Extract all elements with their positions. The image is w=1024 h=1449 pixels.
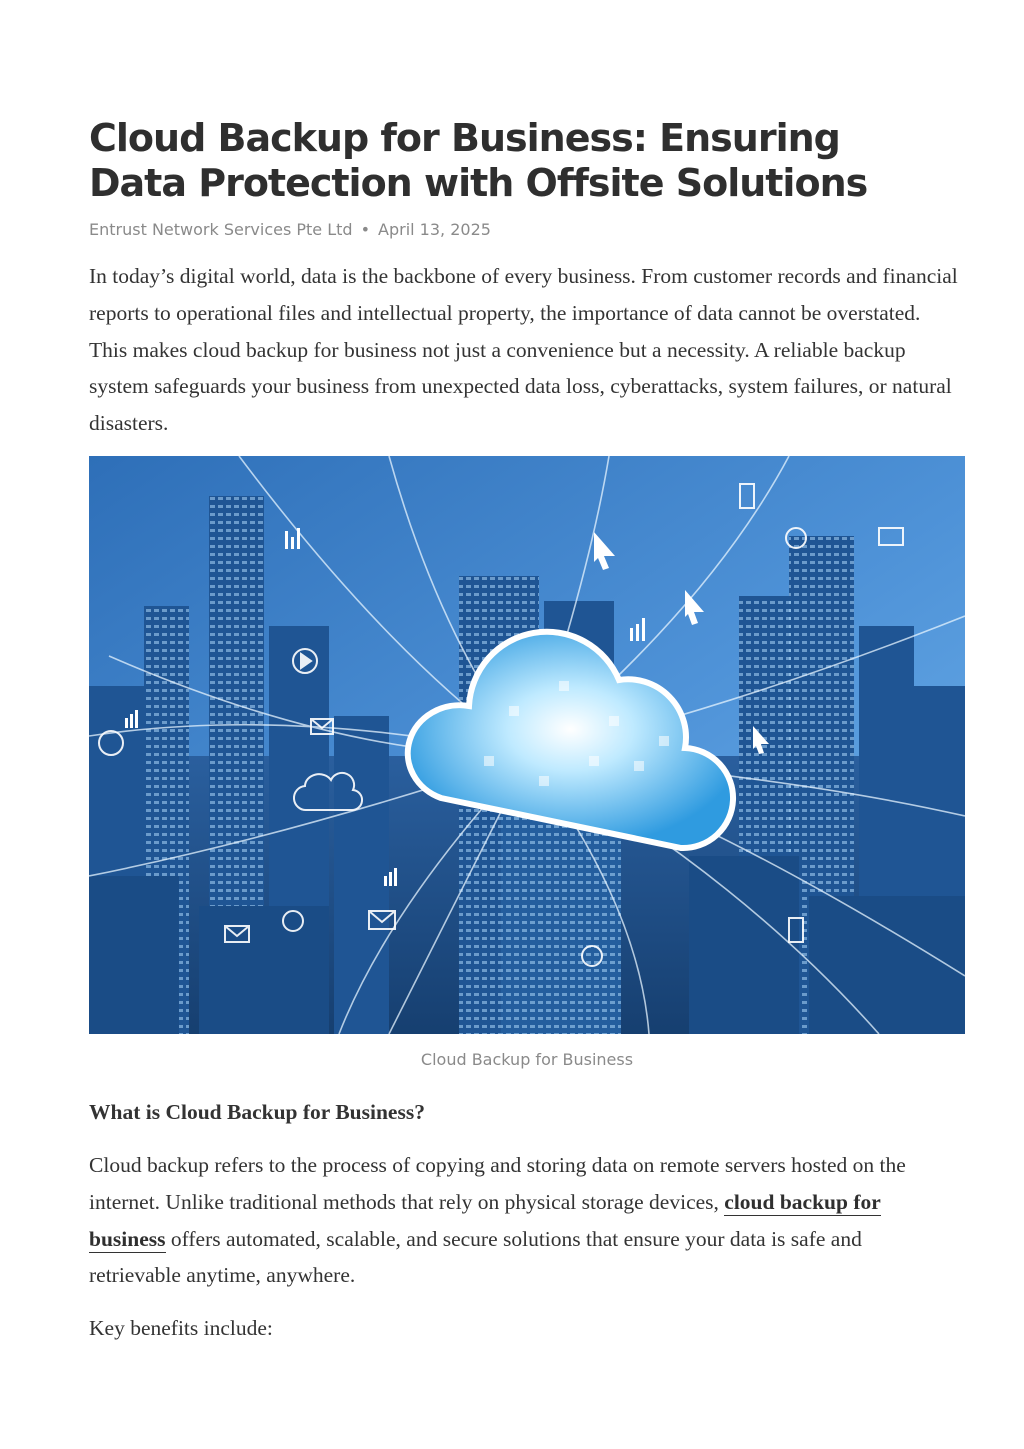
article-title: Cloud Backup for Business: Ensuring Data Protection with Offsite Solutions (89, 116, 868, 205)
paragraph-text-after-link: offers automated, scalable, and secure solutions that ensure your data is safe and retrievable anytime, anywhere. (89, 1226, 862, 1288)
section-paragraph (89, 1147, 959, 1294)
article-meta (89, 220, 491, 239)
intro-paragraph: In today’s digital world, data is the backbone of every business. From customer records and financial reports to operational files and intellectual property, the importance of data cannot be overstated. This makes cloud backup for business not just a convenience but a necessity. A reliable backup system safeguards your business from unexpected data loss, cyberattacks, system failures, or natural disasters. (89, 264, 958, 436)
cloud-backup-link[interactable]: cloud backup for business (89, 1189, 881, 1251)
benefits-intro: Key benefits include: (89, 1316, 273, 1340)
author-name[interactable]: Entrust Network Services Pte Ltd (89, 220, 353, 239)
publish-date: April 13, 2025 (378, 220, 491, 239)
section-heading: What is Cloud Backup for Business? (89, 1100, 425, 1124)
image-caption: Cloud Backup for Business (420, 1050, 634, 1069)
hero-image (89, 456, 965, 1034)
meta-separator: • (360, 220, 371, 239)
paragraph-text-before-link: Cloud backup refers to the process of copying and storing data on remote servers hosted on the internet. Unlike traditional methods that rely on physical storage devices, (89, 1153, 906, 1214)
